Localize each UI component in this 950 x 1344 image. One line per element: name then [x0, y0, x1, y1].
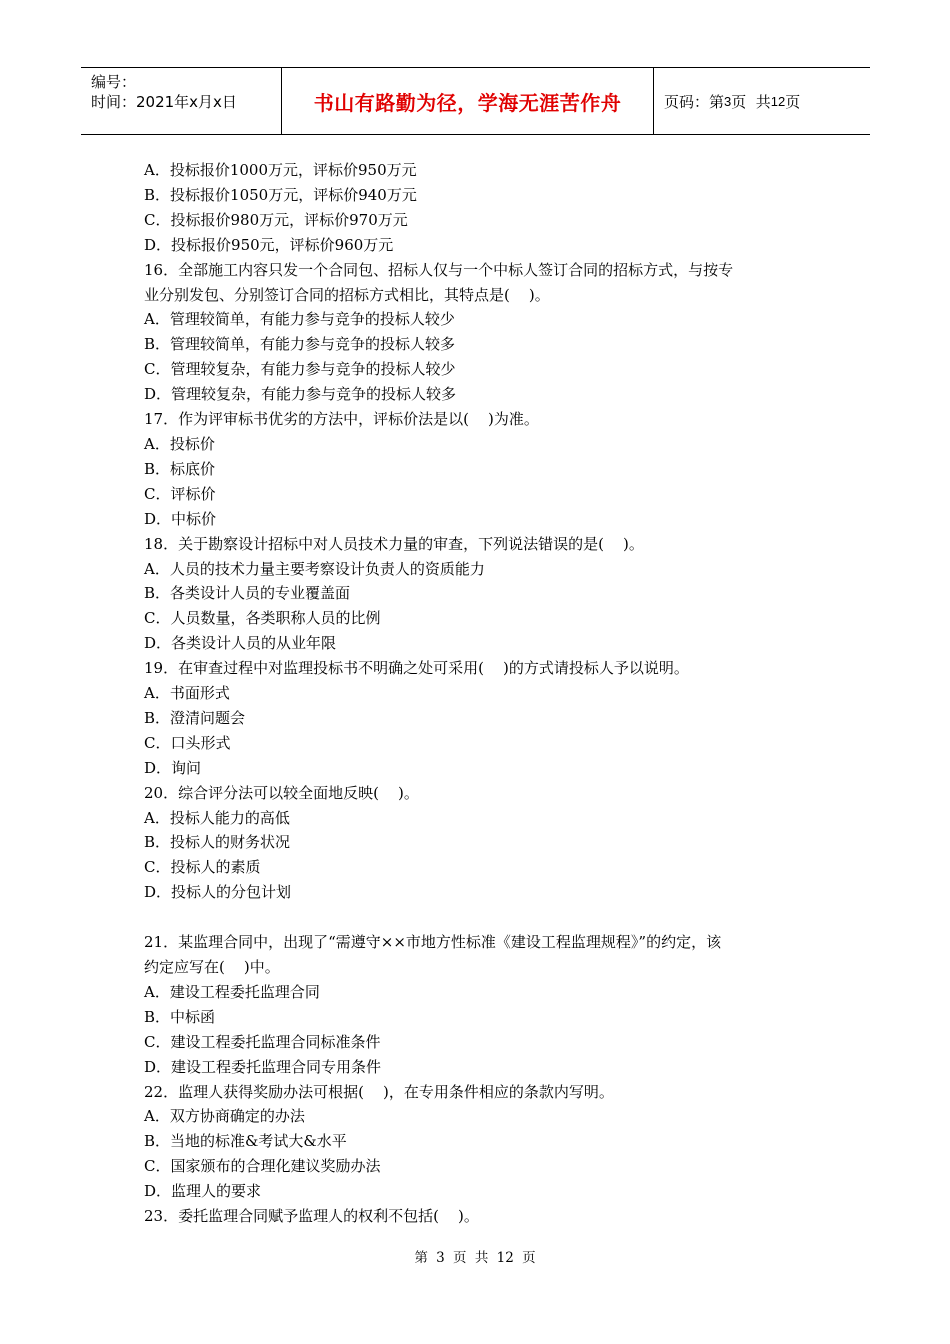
- text-line: C．人员数量，各类职称人员的比例: [144, 609, 381, 628]
- text-line: C．建设工程委托监理合同标准条件: [144, 1032, 381, 1051]
- header-page-cell: [654, 68, 870, 134]
- text-line: B．管理较简单，有能力参与竞争的投标人较多: [144, 335, 456, 354]
- text-line: A．双方协商确定的办法: [144, 1107, 305, 1126]
- text-line: D．投标人的分包计划: [144, 883, 292, 902]
- text-line: D．监理人的要求: [144, 1182, 262, 1201]
- header-info-cell: [81, 68, 282, 134]
- text-line: 16．全部施工内容只发一个合同包、招标人仅与一个中标人签订合同的招标方式，与按专: [144, 260, 734, 279]
- page-prefix: 页码：第: [664, 92, 725, 111]
- header-motto-cell: [282, 68, 654, 134]
- text-line: A．投标价: [144, 434, 215, 453]
- text-line: 18．关于勘察设计招标中对人员技术力量的审查，下列说法错误的是( )。: [144, 534, 644, 553]
- page-mid: 页 共: [731, 92, 771, 111]
- date-label: 时间：2021年x月x日: [91, 93, 237, 111]
- text-line: B．澄清问题会: [144, 708, 246, 727]
- text-line: D．建设工程委托监理合同专用条件: [144, 1057, 382, 1076]
- text-line: 22．监理人获得奖励办法可根据( )，在专用条件相应的条款内写明。: [144, 1082, 614, 1101]
- text-line: 约定应写在( )中。: [144, 957, 280, 976]
- text-line: A．投标报价1000万元，评标价950万元: [144, 161, 417, 179]
- text-line: A．书面形式: [144, 684, 230, 703]
- page-total: 12: [770, 93, 786, 109]
- text-line: A．投标人能力的高低: [144, 808, 290, 827]
- text-line: A．建设工程委托监理合同: [144, 982, 320, 1001]
- text-line: C．国家颁布的合理化建议奖励办法: [144, 1157, 381, 1176]
- text-line: C．投标报价980万元，评标价970万元: [144, 210, 408, 229]
- text-line: C．评标价: [144, 484, 216, 503]
- page-suffix: 页: [785, 92, 801, 111]
- text-line: B．标底价: [144, 459, 216, 478]
- text-line: B．投标人的财务状况: [144, 833, 291, 852]
- text-line: 23．委托监理合同赋予监理人的权利不包括( )。: [144, 1207, 479, 1226]
- text-line: B．当地的标准&考试大&水平: [144, 1132, 347, 1151]
- text-line: B．中标函: [144, 1007, 216, 1026]
- text-line: C．口头形式: [144, 733, 231, 752]
- number-label: 编号：: [91, 73, 137, 91]
- text-line: C．投标人的素质: [144, 858, 261, 877]
- text-line: A．管理较简单，有能力参与竞争的投标人较少: [144, 310, 455, 329]
- motto-text: 书山有路勤为径，学海无涯苦作舟: [313, 90, 622, 115]
- text-line: A．人员的技术力量主要考察设计负责人的资质能力: [144, 559, 485, 578]
- text-line: D．询问: [144, 758, 202, 777]
- text-line: D．中标价: [144, 509, 217, 528]
- text-line: D．管理较复杂，有能力参与竞争的投标人较多: [144, 385, 457, 404]
- question-list: [144, 158, 814, 1229]
- text-line: 19．在审查过程中对监理投标书不明确之处可采用( )的方式请投标人予以说明。: [144, 659, 689, 678]
- page-footer: 第 3 页 共 12 页: [414, 1250, 536, 1266]
- text-line: 21．某监理合同中，出现了“需遵守××市地方性标准《建设工程监理规程》”的约定，该: [144, 933, 722, 952]
- text-line: B．投标报价1050万元，评标价940万元: [144, 185, 417, 204]
- page-current: 3: [724, 93, 732, 109]
- text-line: B．各类设计人员的专业覆盖面: [144, 584, 351, 603]
- text-line: 20．综合评分法可以较全面地反映( )。: [144, 783, 419, 802]
- text-line: D．投标报价950元，评标价960万元: [144, 235, 394, 254]
- text-line: 17．作为评审标书优劣的方法中，评标价法是以( )为准。: [144, 410, 539, 429]
- page-header: [81, 67, 870, 135]
- blank-line: [144, 905, 814, 930]
- text-line: 业分别发包、分别签订合同的招标方式相比，其特点是( )。: [144, 285, 550, 304]
- text-line: C．管理较复杂，有能力参与竞争的投标人较少: [144, 360, 456, 379]
- text-line: D．各类设计人员的从业年限: [144, 634, 337, 653]
